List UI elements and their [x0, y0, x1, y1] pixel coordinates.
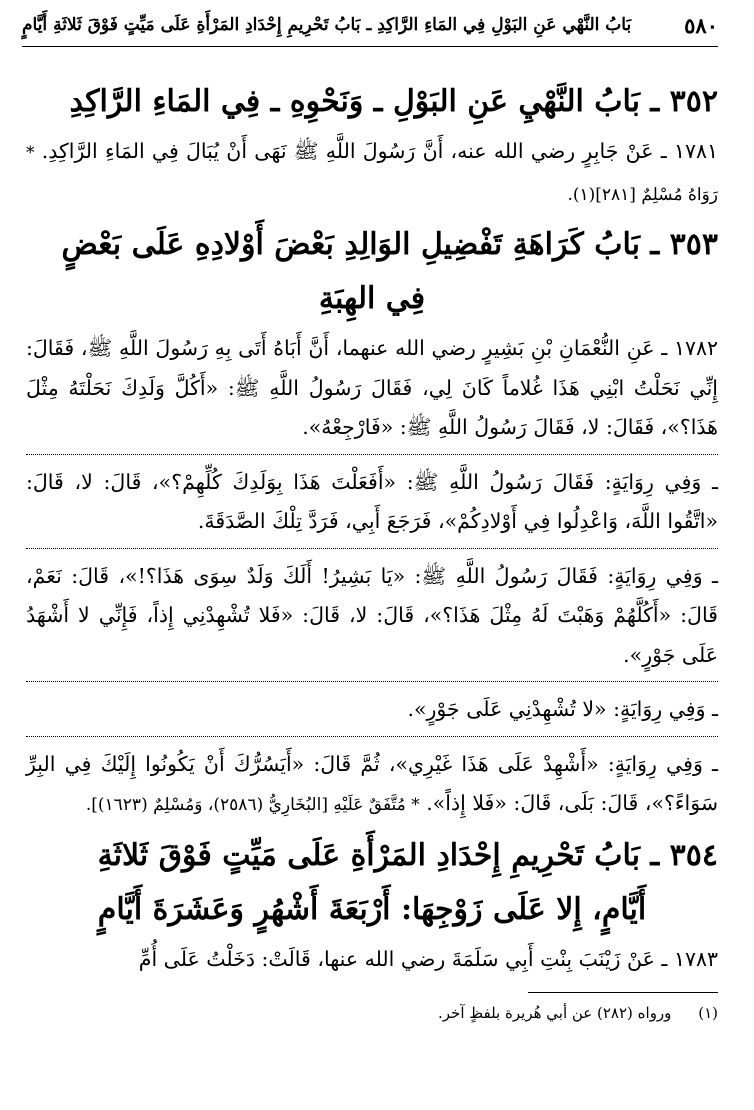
footnote-rule — [528, 992, 718, 993]
riwaya-1: ـ وَفِي رِوَايَةٍ: فَقَالَ رَسُولُ اللَّهِ ﷺ: «أَفَعَلْتَ هَذَا بِوَلَدِكَ كُلِّهِمْ؟»، قَالَ: لا، قَالَ: «اتَّقُوا اللَّهَ، وَاعْدِلُوا فِي أَوْلادِكُمْ»، فَرَجَعَ أَبِي، فَرَدَّ تِلْكَ الصَّدَقَةَ. — [26, 469, 718, 533]
chapter-heading-353-line-1: ٣٥٣ ـ بَابُ كَرَاهَةِ تَفْضِيلِ الوَالِدِ بَعْضَ أَوْلادِهِ عَلَى بَعْضٍ — [61, 227, 718, 262]
chapter-heading-354-line-2: أَيَّامٍ، إِلا عَلَى زَوْجِهَا: أَرْبَعَةَ أَشْهُرٍ وَعَشَرَةَ أَيَّامٍ — [97, 891, 647, 927]
footnote-number: (١) — [698, 1004, 718, 1022]
divider — [26, 548, 718, 549]
chapter-heading-352: ٣٥٢ ـ بَابُ النَّهْيِ عَنِ البَوْلِ ـ وَنَحْوِهِ ـ فِي المَاءِ الرَّاكِدِ — [69, 84, 718, 119]
divider — [26, 681, 718, 682]
chapter-heading-354-line-1: ٣٥٤ ـ بَابُ تَحْرِيمِ إِحْدَادِ المَرْأَةِ عَلَى مَيِّتٍ فَوْقَ ثَلاثَةِ — [97, 837, 718, 873]
hadith-1782: ١٧٨٢ ـ عَنِ النُّعْمَانِ بْنِ بَشِيرٍ رضي الله عنهما، أَنَّ أَبَاهُ أَتَى بِهِ رَسُولَ اللَّهِ ﷺ، فَقَالَ: إِنِّي نَحَلْتُ ابْنِي هَذَا غُلاماً كَانَ لِي، فَقَالَ رَسُولُ اللَّهِ ﷺ: «أَكُلَّ وَلَدِكَ نَحَلْتَهُ مِثْلَ هَذَا؟»، فَقَالَ: لا، فَقَالَ رَسُولُ اللَّهِ ﷺ: «فَارْجِعْهُ». — [26, 336, 718, 439]
footnote — [26, 1004, 718, 1022]
riwaya-4 — [26, 745, 718, 826]
divider — [26, 736, 718, 737]
riwaya-4-text: ـ وَفِي رِوَايَةٍ: «أَشْهِدْ عَلَى هَذَا غَيْرِي»، ثُمَّ قَالَ: «أَيَسُرُّكَ أَنْ يَكُونُوا إِلَيْكَ فِي البِرِّ سَوَاءً؟»، قَالَ: بَلَى، قَالَ: «فَلا إِذاً». — [26, 751, 718, 815]
riwaya-4-reference: * مُتَّفَقٌ عَلَيْهِ [البُخَارِيُّ (٢٥٨٦)، وَمُسْلِمٌ (١٦٢٣)]. — [85, 795, 420, 815]
page-number: ٥٨٠ — [684, 12, 718, 38]
footnote-text: ورواه (٢٨٢) عن أبي هُريرة بلفظٍ آخر. — [438, 1004, 672, 1022]
chapter-heading-353-line-2: فِي الهِبَةِ — [318, 281, 426, 316]
page-header — [22, 8, 718, 42]
divider — [26, 454, 718, 455]
hadith-1781-reference: * رَوَاهُ مُسْلِمٌ [٢٨١](١). — [26, 143, 718, 205]
running-title: بَابُ النَّهْي عَنِ البَوْلِ فِي المَاءِ الرَّاكِدِ ـ بَابُ تَحْرِيمِ إِحْدَادِ المَرْأَةِ عَلَى مَيِّتٍ فَوْقَ ثَلاثَةِ أَيَّامٍ — [22, 15, 632, 35]
hadith-1781-text: ١٧٨١ ـ عَنْ جَابِرٍ رضي الله عنه، أَنَّ رَسُولَ اللَّهِ ﷺ نَهَى أَنْ يُبَالَ فِي المَاءِ الرَّاكِدِ. — [41, 139, 718, 163]
riwaya-3: ـ وَفِي رِوَايَةٍ: «لا تُشْهِدْنِي عَلَى جَوْرٍ». — [407, 697, 718, 721]
header-rule — [22, 46, 718, 47]
hadith-1781 — [26, 132, 718, 215]
riwaya-2: ـ وَفِي رِوَايَةٍ: فَقَالَ رَسُولُ اللَّهِ ﷺ: «يَا بَشِيرُ! أَلَكَ وَلَدٌ سِوَى هَذَا؟!»، قَالَ: نَعَمْ، قَالَ: «أَكُلَّهُمْ وَهَبْتَ لَهُ مِثْلَ هَذَا؟»، قَالَ: لا، قَالَ: «فَلا تُشْهِدْنِي إِذاً، فَإِنِّي لا أَشْهَدُ عَلَى جَوْرٍ». — [26, 563, 718, 667]
hadith-1783: ١٧٨٣ ـ عَنْ زَيْنَبَ بِنْتِ أَبِي سَلَمَةَ رضي الله عنها، قَالَتْ: دَخَلْتُ عَلَى أُمِّ — [138, 946, 718, 971]
page-body — [26, 78, 718, 979]
